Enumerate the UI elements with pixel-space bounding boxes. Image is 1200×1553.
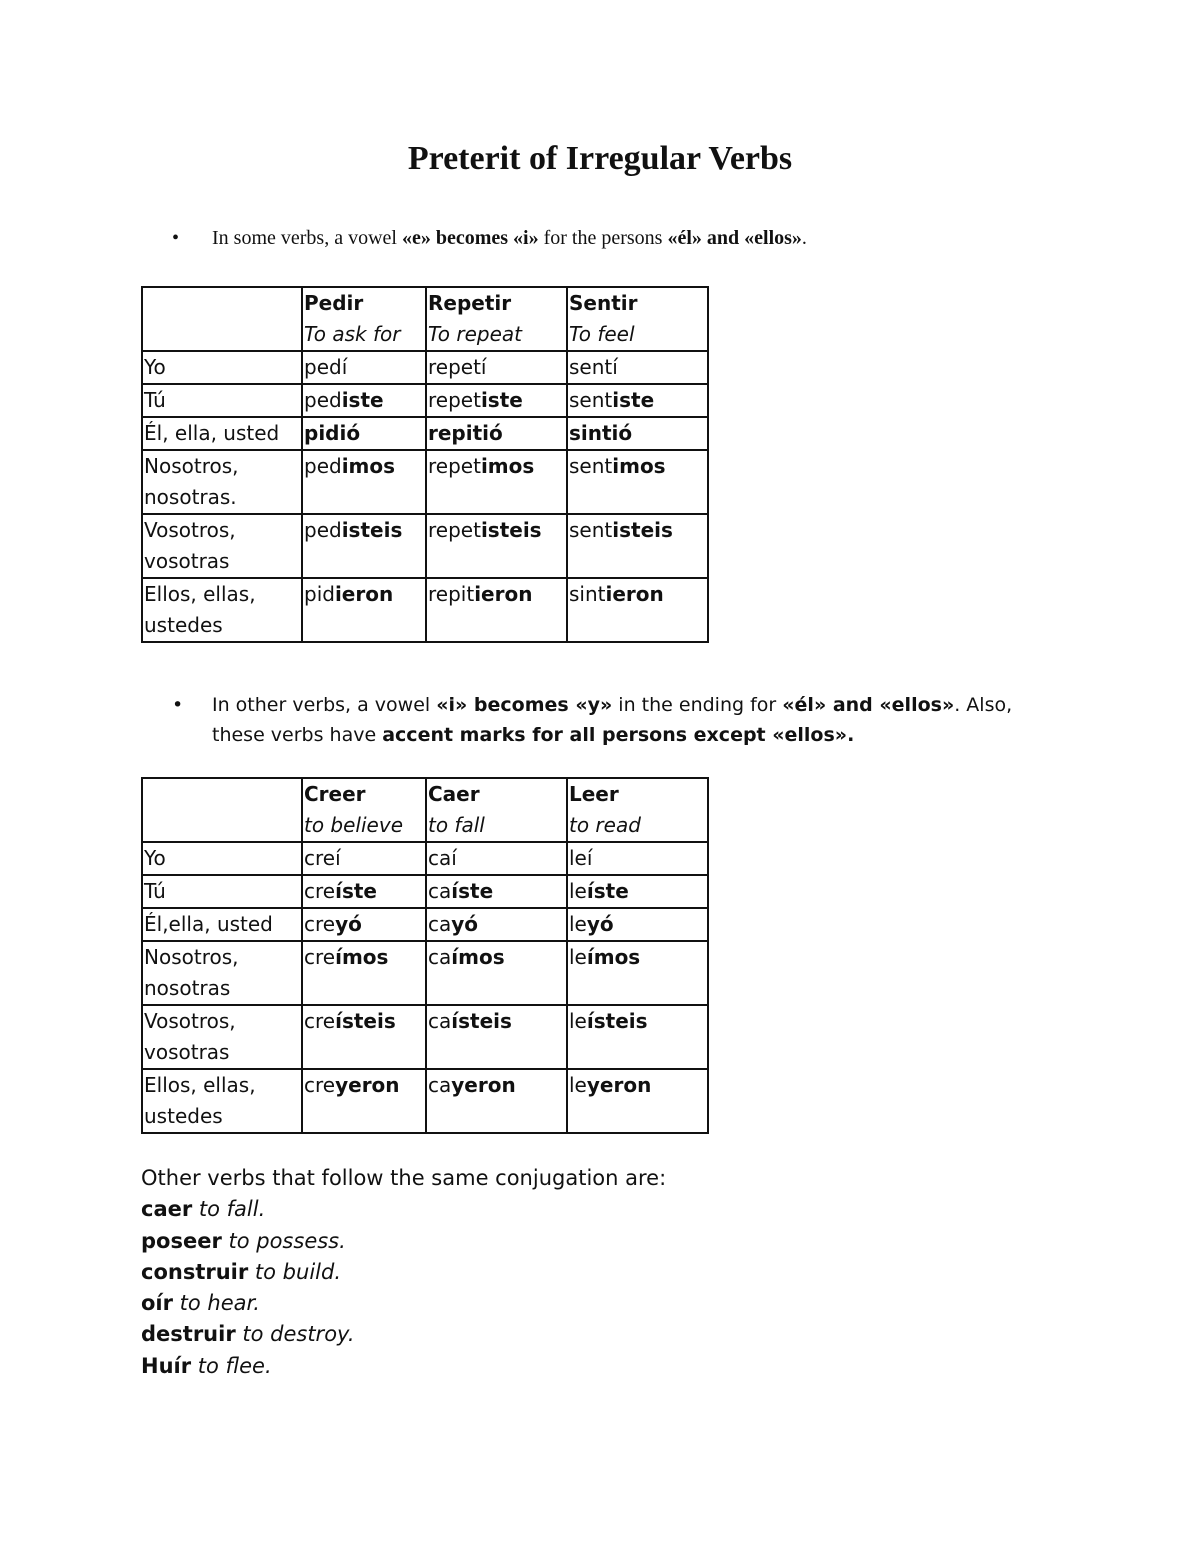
bullet-dot-icon: •	[172, 227, 180, 249]
conjugation-ending: yeron	[451, 1073, 516, 1097]
verb-infinitive: Sentir	[569, 291, 638, 315]
conjugation-stem: leí	[569, 846, 593, 870]
conjugation-cell	[302, 941, 426, 1005]
verb-infinitive: Repetir	[428, 291, 512, 315]
conjugation-ending: yó	[451, 912, 479, 936]
conjugation-stem: ca	[428, 1009, 452, 1033]
verb-header-cell	[567, 287, 708, 351]
conjugation-stem: sintió	[569, 421, 633, 445]
conjugation-stem: le	[569, 945, 587, 969]
list-item	[141, 1288, 666, 1319]
conjugation-ending: imos	[612, 454, 666, 478]
conjugation-ending: yeron	[586, 1073, 652, 1097]
bullet-text	[212, 690, 1062, 750]
conjugation-stem: sentí	[569, 355, 618, 379]
conjugation-cell	[302, 908, 426, 941]
conjugation-ending: íste	[586, 879, 629, 903]
verb-header-cell	[426, 287, 567, 351]
conjugation-stem: le	[569, 1073, 587, 1097]
verb-header-cell	[302, 287, 426, 351]
page-title: Preterit of Irregular Verbs	[407, 140, 793, 177]
verb-word: caer	[141, 1197, 193, 1222]
conjugation-table-e-to-i	[141, 286, 709, 643]
conjugation-cell	[567, 514, 708, 578]
verb-translation: To feel	[569, 322, 635, 346]
conjugation-ending: íste	[335, 879, 377, 903]
verb-word: construir	[141, 1259, 249, 1284]
conjugation-ending: ieron	[605, 582, 664, 606]
conjugation-stem: caí	[428, 846, 457, 870]
conjugation-stem: sent	[569, 454, 613, 478]
verb-infinitive: Creer	[304, 782, 366, 806]
conjugation-ending: yó	[335, 912, 362, 936]
conjugation-cell	[567, 908, 708, 941]
table-row	[142, 578, 708, 642]
verb-translation: to fall	[428, 813, 485, 837]
conjugation-stem: creí	[304, 846, 341, 870]
conjugation-ending: iste	[480, 388, 523, 412]
conjugation-cell	[426, 1005, 567, 1069]
table-row	[142, 351, 708, 384]
conjugation-ending: isteis	[612, 518, 673, 542]
other-verbs-intro: Other verbs that follow the same conjugation are:	[141, 1166, 667, 1190]
conjugation-ending: ísteis	[335, 1009, 396, 1033]
verb-header-cell	[302, 778, 426, 842]
verb-word: destruir	[141, 1322, 236, 1347]
conjugation-ending: ímos	[335, 945, 389, 969]
table-row	[142, 384, 708, 417]
conjugation-stem: cre	[304, 1073, 336, 1097]
conjugation-ending: ímos	[451, 945, 505, 969]
conjugation-cell	[567, 941, 708, 1005]
conjugation-cell	[302, 351, 426, 384]
bullet-part-bold: «e» becomes «i»	[401, 227, 539, 249]
person-cell: Yo	[142, 842, 302, 875]
person-cell: Ellos, ellas, ustedes	[142, 1069, 302, 1133]
conjugation-stem: sent	[569, 518, 613, 542]
conjugation-ending: ímos	[586, 945, 641, 969]
conjugation-table-i-to-y	[141, 777, 709, 1134]
verb-translation: To ask for	[304, 322, 401, 346]
list-item	[141, 1226, 666, 1257]
conjugation-stem: ped	[304, 388, 342, 412]
conjugation-stem: ped	[304, 518, 342, 542]
conjugation-ending: imos	[341, 454, 396, 478]
conjugation-stem: repet	[428, 518, 481, 542]
conjugation-stem: repetí	[428, 355, 487, 379]
conjugation-stem: sint	[569, 582, 606, 606]
verb-word: oír	[141, 1291, 173, 1316]
conjugation-cell	[567, 450, 708, 514]
bullet-part: In other verbs, a vowel	[212, 694, 437, 716]
conjugation-stem: cre	[304, 945, 336, 969]
conjugation-cell	[567, 1005, 708, 1069]
table-row	[142, 941, 708, 1005]
verb-infinitive: Leer	[569, 782, 619, 806]
conjugation-ending: yeron	[335, 1073, 400, 1097]
conjugation-cell	[567, 875, 708, 908]
person-cell: Nosotros, nosotras.	[142, 450, 302, 514]
verb-header-cell	[426, 778, 567, 842]
conjugation-ending: isteis	[341, 518, 403, 542]
verb-translation: to read	[569, 813, 641, 837]
table-row	[142, 1069, 708, 1133]
conjugation-stem: le	[569, 912, 587, 936]
conjugation-cell	[302, 384, 426, 417]
verb-gloss: to fall.	[198, 1197, 266, 1222]
conjugation-stem: pedí	[304, 355, 348, 379]
conjugation-cell	[567, 417, 708, 450]
bullet-part-bold: accent marks for all persons except «ellos».	[382, 724, 855, 746]
conjugation-cell	[426, 351, 567, 384]
verb-gloss: to hear.	[179, 1291, 260, 1316]
conjugation-stem: sent	[569, 388, 613, 412]
table-corner-cell	[142, 778, 302, 842]
conjugation-stem: le	[569, 1009, 587, 1033]
conjugation-cell	[567, 1069, 708, 1133]
conjugation-cell	[302, 842, 426, 875]
conjugation-stem: repitió	[428, 421, 503, 445]
bullet-part-bold: «él» and «ellos»	[667, 227, 802, 249]
bullet-dot-icon: •	[172, 694, 184, 716]
conjugation-stem: le	[569, 879, 587, 903]
conjugation-stem: ca	[428, 912, 452, 936]
conjugation-ending: ieron	[474, 582, 533, 606]
person-cell: Nosotros, nosotras	[142, 941, 302, 1005]
conjugation-cell	[426, 941, 567, 1005]
conjugation-stem: cre	[304, 1009, 336, 1033]
verb-gloss: to flee.	[197, 1353, 272, 1378]
person-cell: Tú	[142, 384, 302, 417]
conjugation-cell	[567, 578, 708, 642]
conjugation-cell	[426, 578, 567, 642]
person-cell: Ellos, ellas, ustedes	[142, 578, 302, 642]
conjugation-cell	[302, 514, 426, 578]
conjugation-cell	[426, 908, 567, 941]
verb-gloss: to build.	[254, 1259, 341, 1284]
verb-header-cell	[567, 778, 708, 842]
conjugation-stem: ca	[428, 1073, 452, 1097]
conjugation-ending: ieron	[334, 582, 394, 606]
conjugation-cell	[426, 875, 567, 908]
conjugation-cell	[426, 450, 567, 514]
conjugation-stem: ca	[428, 945, 452, 969]
conjugation-stem: pidió	[304, 421, 361, 445]
verb-translation: To repeat	[428, 322, 522, 346]
person-cell: Vosotros, vosotras	[142, 1005, 302, 1069]
conjugation-ending: íste	[451, 879, 494, 903]
verb-word: poseer	[141, 1228, 222, 1253]
conjugation-cell	[426, 1069, 567, 1133]
conjugation-ending: iste	[341, 388, 384, 412]
table-row	[142, 450, 708, 514]
conjugation-cell	[302, 1005, 426, 1069]
verb-infinitive: Caer	[428, 782, 480, 806]
conjugation-stem: repit	[428, 582, 475, 606]
table-corner-cell	[142, 287, 302, 351]
bullet-part-bold: «él» and «ellos»	[782, 694, 955, 716]
conjugation-stem: repet	[428, 454, 481, 478]
table-row	[142, 875, 708, 908]
conjugation-cell	[567, 842, 708, 875]
conjugation-stem: repet	[428, 388, 481, 412]
bullet-part: for the persons	[538, 227, 668, 249]
conjugation-stem: cre	[304, 912, 336, 936]
verb-gloss: to destroy.	[242, 1322, 355, 1347]
person-cell: Tú	[142, 875, 302, 908]
person-cell: Él, ella, usted	[142, 417, 302, 450]
table-header-row	[142, 287, 708, 351]
conjugation-stem: ca	[428, 879, 452, 903]
person-cell: Vosotros, vosotras	[142, 514, 302, 578]
conjugation-cell	[567, 384, 708, 417]
conjugation-ending: yó	[586, 912, 614, 936]
conjugation-cell	[302, 578, 426, 642]
list-item	[141, 1351, 666, 1382]
conjugation-ending: imos	[480, 454, 535, 478]
person-cell: Él,ella, usted	[142, 908, 302, 941]
verb-translation: to believe	[304, 813, 403, 837]
conjugation-stem: pid	[304, 582, 335, 606]
conjugation-cell	[302, 450, 426, 514]
conjugation-cell	[426, 417, 567, 450]
conjugation-ending: ísteis	[586, 1009, 648, 1033]
table-row	[142, 842, 708, 875]
verb-infinitive: Pedir	[304, 291, 364, 315]
table-row	[142, 514, 708, 578]
conjugation-cell	[426, 514, 567, 578]
list-item	[141, 1194, 666, 1225]
table-header-row	[142, 778, 708, 842]
list-item	[141, 1319, 666, 1350]
conjugation-stem: ped	[304, 454, 342, 478]
table-row	[142, 1005, 708, 1069]
list-item	[141, 1257, 666, 1288]
bullet-part: in the ending for	[612, 694, 783, 716]
bullet-part: .	[801, 227, 807, 249]
verb-word: Huír	[141, 1353, 192, 1378]
conjugation-cell	[567, 351, 708, 384]
bullet-part-bold: «i» becomes «y»	[436, 694, 613, 716]
table-row	[142, 908, 708, 941]
conjugation-ending: ísteis	[451, 1009, 512, 1033]
conjugation-cell	[426, 842, 567, 875]
bullet-part: . Also, these verbs have	[212, 694, 1013, 746]
person-cell: Yo	[142, 351, 302, 384]
conjugation-cell	[302, 875, 426, 908]
conjugation-stem: cre	[304, 879, 336, 903]
conjugation-cell	[302, 1069, 426, 1133]
conjugation-ending: isteis	[480, 518, 542, 542]
bullet-text	[212, 223, 807, 253]
conjugation-ending: iste	[612, 388, 655, 412]
verb-gloss: to possess.	[228, 1228, 346, 1253]
other-verbs-list	[141, 1163, 666, 1382]
conjugation-cell	[302, 417, 426, 450]
conjugation-cell	[426, 384, 567, 417]
bullet-part: In some verbs, a vowel	[212, 227, 402, 249]
table-row	[142, 417, 708, 450]
